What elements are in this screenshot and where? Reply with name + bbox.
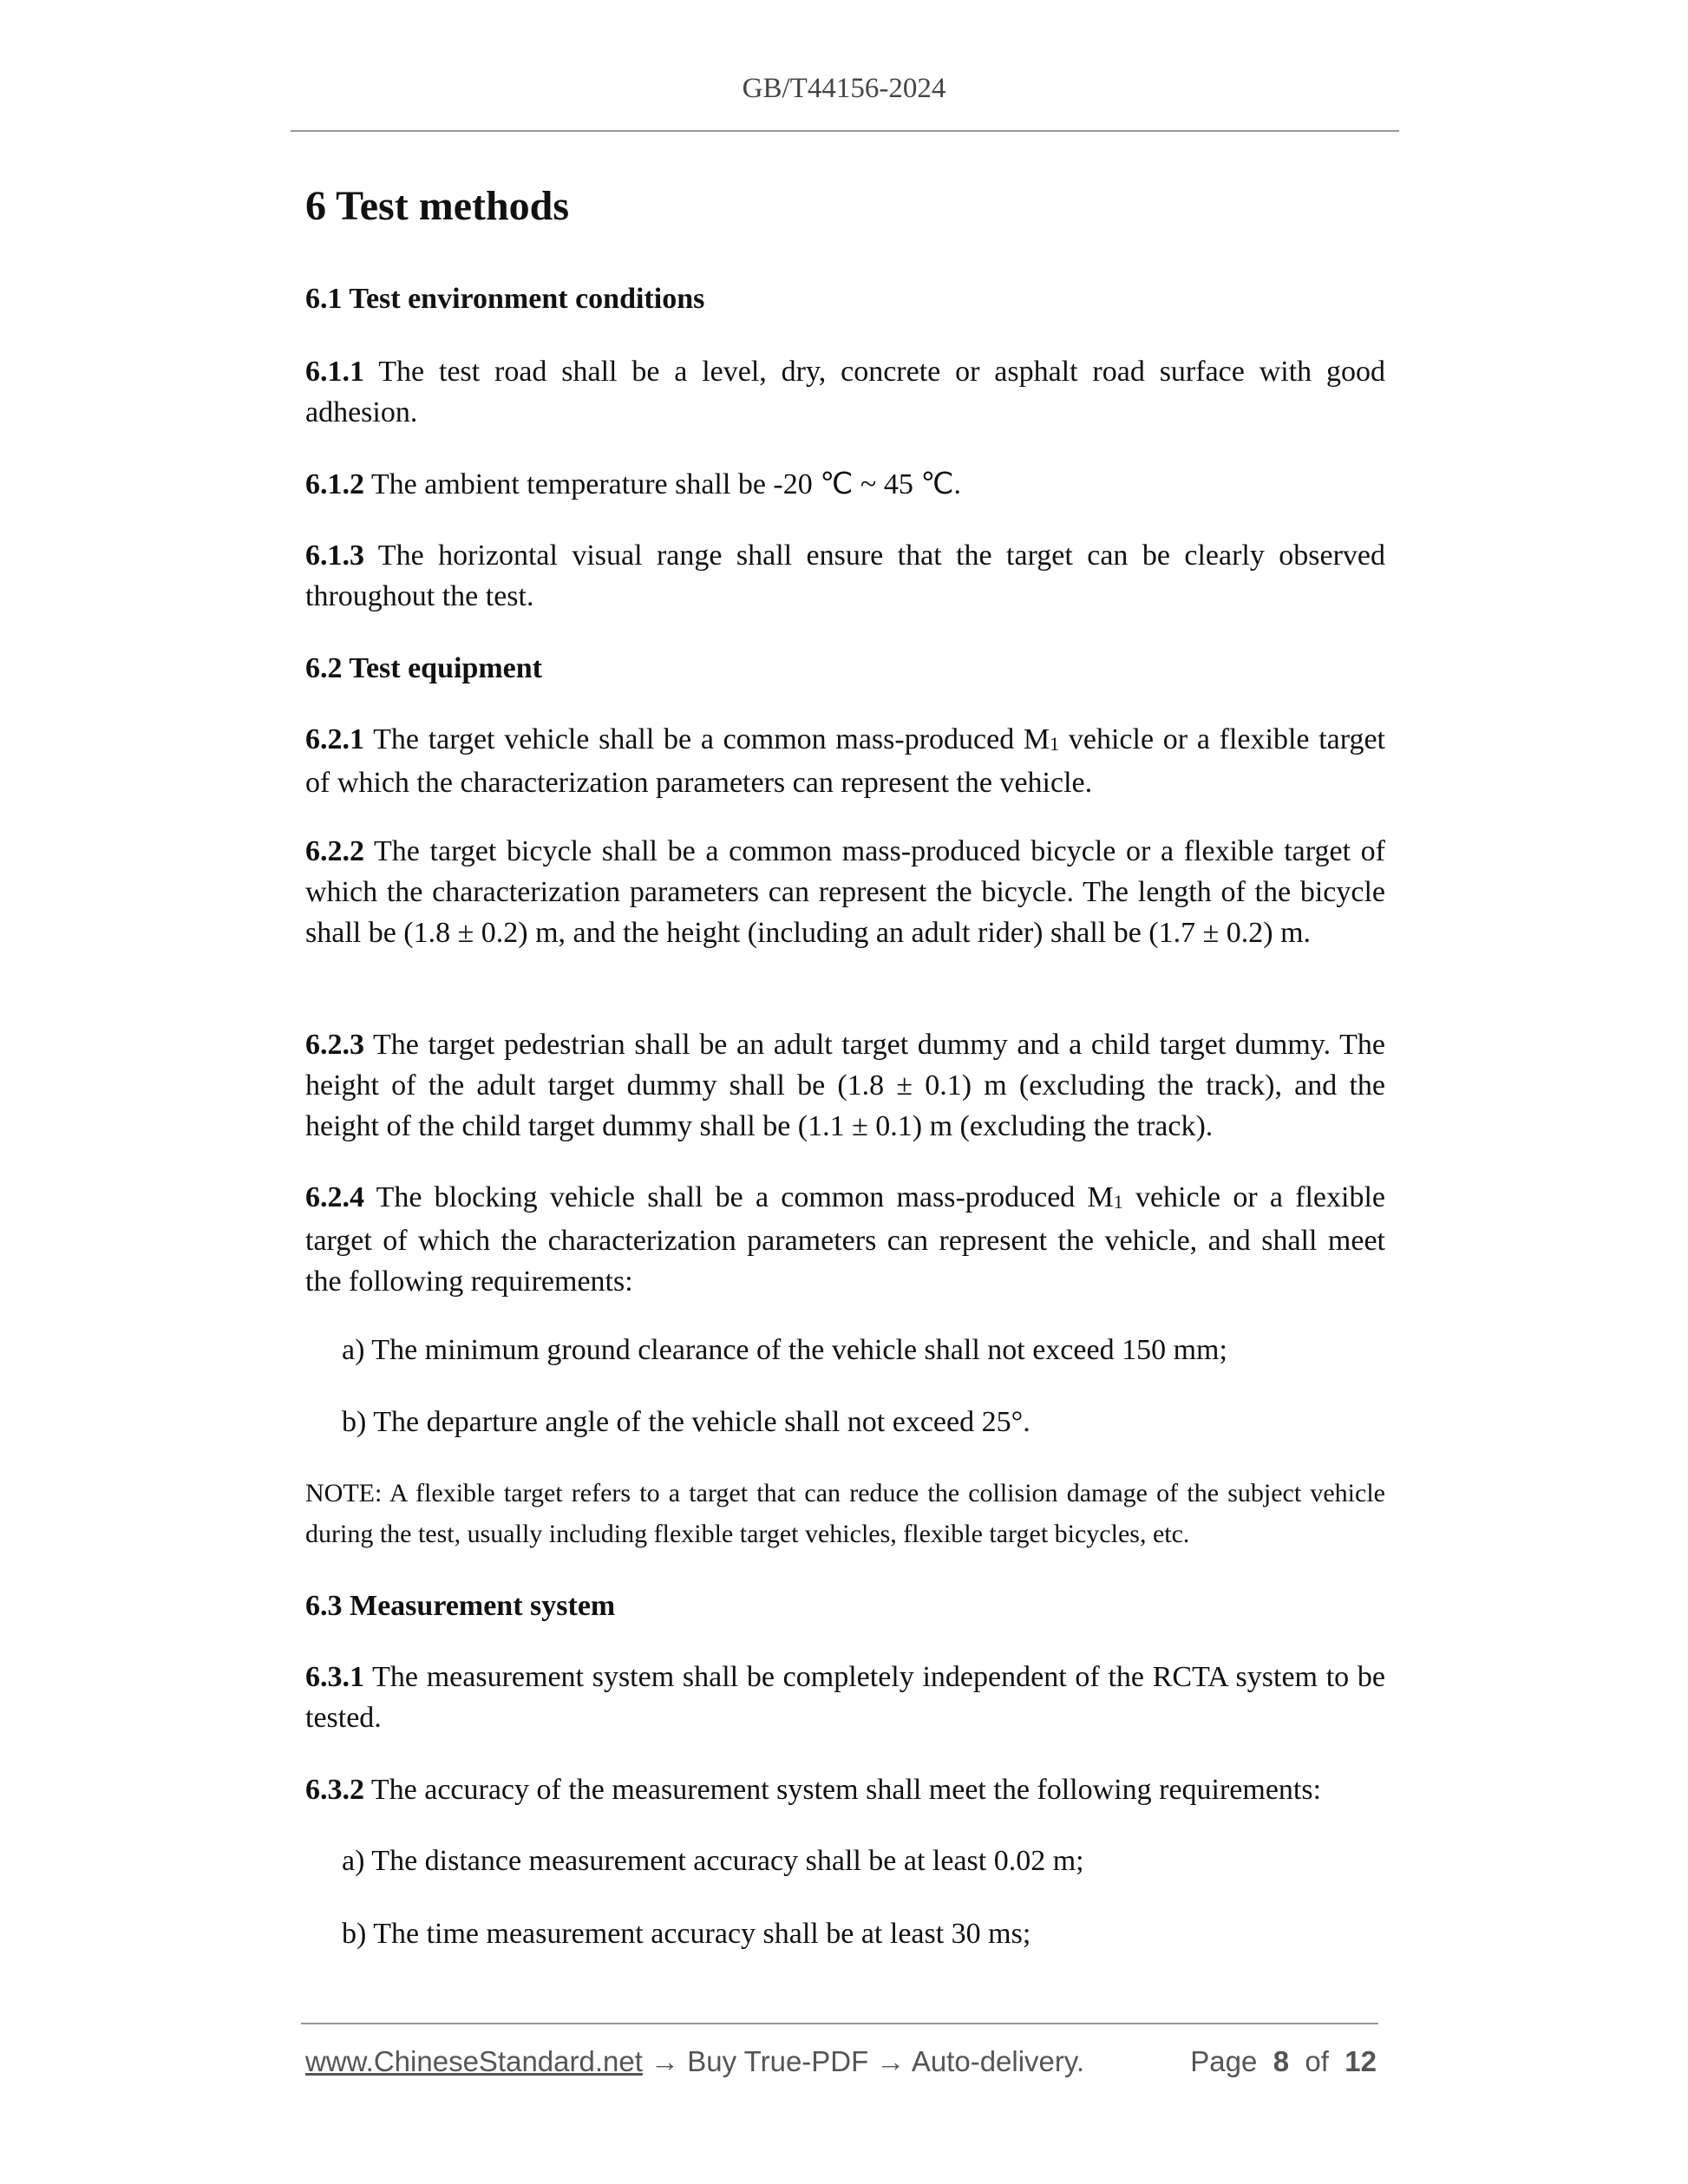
para-6-2-1 — [305, 719, 1385, 803]
para-6-1-2 — [305, 464, 1385, 505]
note: NOTE: A flexible target refers to a target that can reduce the collision damage of the subject vehicle during the test, usually including flexible target vehicles, flexible target bicycles, etc. — [305, 1479, 1385, 1548]
para-6-2-4 — [305, 1177, 1385, 1302]
clause-text: The target vehicle shall be a common mass-produced M — [364, 723, 1050, 755]
footer-left — [305, 2045, 1084, 2078]
footer — [305, 2045, 1377, 2078]
subscript: 1 — [1113, 1191, 1123, 1213]
heading-6-2: 6.2 Test equipment — [305, 652, 542, 684]
clause-text: The blocking vehicle shall be a common mass-produced M — [364, 1181, 1114, 1213]
section-title: 6 Test methods — [305, 183, 570, 229]
page-number: 8 — [1273, 2045, 1290, 2077]
clause-text: The ambient temperature shall be -20 ℃ ~ 45 ℃. — [364, 468, 962, 500]
page-label: Page — [1190, 2045, 1258, 2077]
clause-text: The horizontal visual range shall ensure that the target can be clearly observed throughout the test. — [305, 539, 1385, 612]
clause-text: vehicle or a flexible target of which the characterization parameters can represent the vehicle, and shall meet the following requirements: — [305, 1181, 1385, 1298]
list-item-a: a) The minimum ground clearance of the vehicle shall not exceed 150 mm; — [342, 1334, 1227, 1366]
para-6-2-2 — [305, 831, 1385, 953]
para-6-3-1 — [305, 1657, 1385, 1738]
subscript: 1 — [1050, 733, 1060, 755]
clause-number: 6.1.3 — [305, 539, 364, 572]
header-divider — [291, 130, 1399, 132]
of-label: of — [1305, 2045, 1329, 2077]
clause-text: The test road shall be a level, dry, concrete or asphalt road surface with good adhesion. — [305, 356, 1385, 428]
document-header: GB/T44156-2024 — [742, 73, 946, 104]
website-link[interactable]: www.ChineseStandard.net — [305, 2045, 643, 2077]
page-total: 12 — [1345, 2045, 1377, 2077]
page-indicator — [1190, 2045, 1377, 2078]
para-6-3-2 — [305, 1769, 1385, 1810]
clause-number: 6.2.3 — [305, 1029, 364, 1061]
heading-6-1: 6.1 Test environment conditions — [305, 283, 705, 315]
clause-number: 6.3.1 — [305, 1661, 364, 1693]
list-item-b: b) The departure angle of the vehicle shall not exceed 25°. — [342, 1406, 1030, 1438]
clause-number: 6.2.1 — [305, 723, 364, 755]
footer-divider — [301, 2023, 1378, 2024]
footer-text: → Buy True-PDF → Auto-delivery. — [642, 2045, 1085, 2077]
clause-text: The target bicycle shall be a common mass-produced bicycle or a flexible target of which the characterization parameters can represent the bicycle. The length of the bicycle shall be (1.8 ± 0.2) m, and the height (including an adult rider) shall be (1.7 ± 0.2) m. — [305, 835, 1385, 949]
clause-text: The measurement system shall be completely independent of the RCTA system to be tested. — [305, 1661, 1385, 1734]
clause-text: The accuracy of the measurement system shall meet the following requirements: — [364, 1774, 1322, 1806]
clause-number: 6.3.2 — [305, 1774, 364, 1806]
clause-number: 6.1.1 — [305, 356, 364, 388]
list-item-a: a) The distance measurement accuracy shall be at least 0.02 m; — [342, 1845, 1084, 1877]
para-6-1-1 — [305, 351, 1385, 433]
clause-text: The target pedestrian shall be an adult target dummy and a child target dummy. The height of the adult target dummy shall be (1.8 ± 0.1) m (excluding the track), and the height of the child target dummy shall be (1.1 ± 0.1) m (excluding the track). — [305, 1029, 1385, 1142]
clause-number: 6.2.4 — [305, 1181, 364, 1213]
clause-number: 6.2.2 — [305, 835, 364, 867]
clause-text: vehicle or a flexible target of which the characterization parameters can represent the vehicle. — [305, 723, 1386, 799]
list-item-b: b) The time measurement accuracy shall be at least 30 ms; — [342, 1918, 1031, 1950]
clause-number: 6.1.2 — [305, 468, 364, 500]
heading-6-3: 6.3 Measurement system — [305, 1590, 616, 1622]
para-6-2-3 — [305, 1024, 1385, 1147]
para-6-1-3 — [305, 535, 1385, 617]
